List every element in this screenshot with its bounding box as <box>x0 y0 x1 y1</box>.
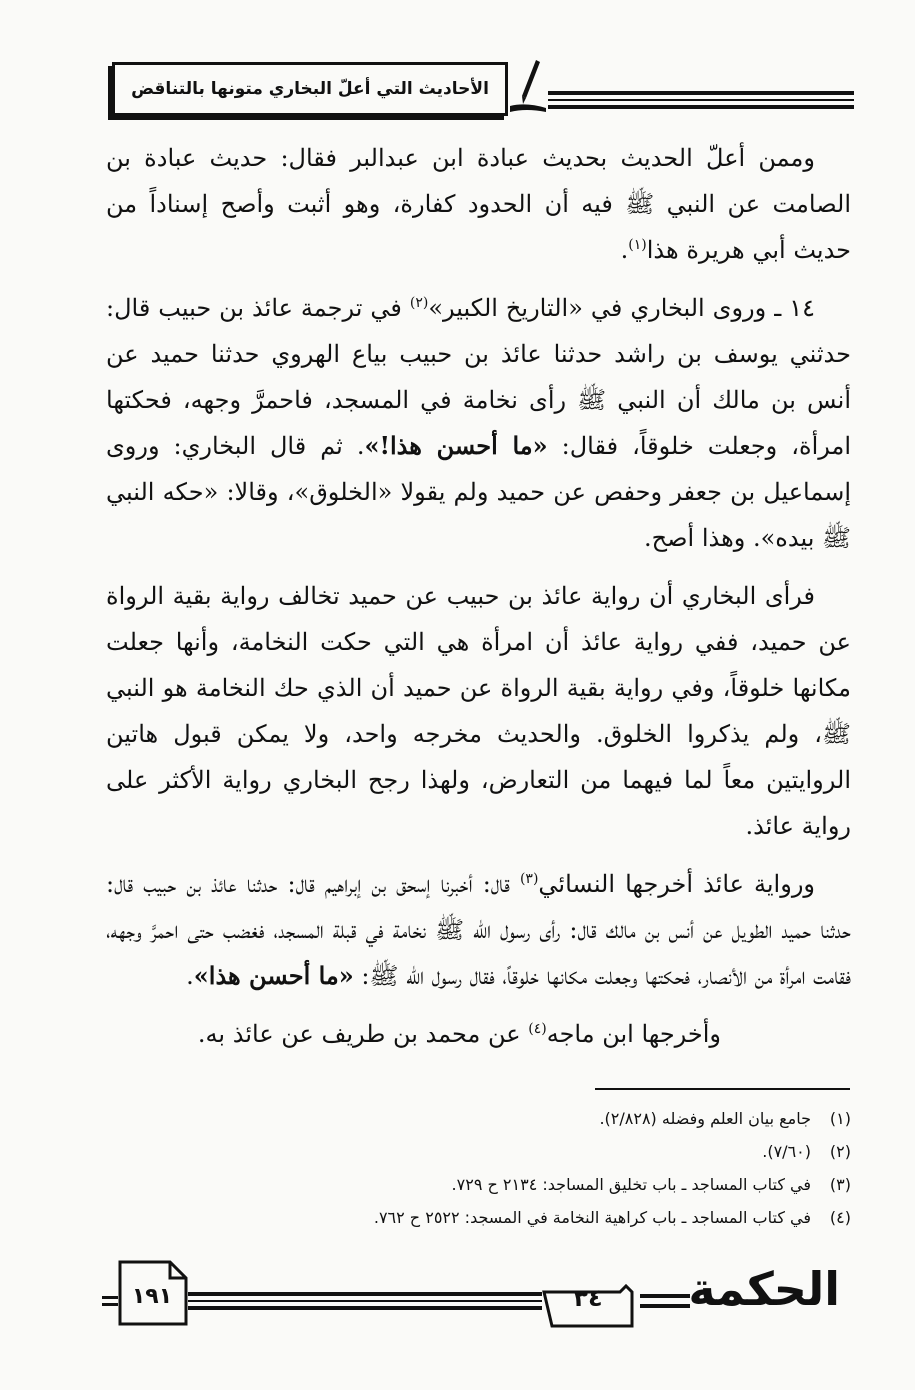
paragraph <box>106 1011 851 1057</box>
footnote-number: (٢) <box>829 1142 851 1161</box>
footnote-text: (٧/٦٠). <box>762 1142 811 1161</box>
paragraph-text: عن محمد بن طريف عن عائذ به. <box>197 1020 529 1048</box>
quote-bold: «ما أحسن هذا!» <box>364 431 548 460</box>
paragraph-text: ورواية عائذ أخرجها النسائي <box>538 870 815 898</box>
footnotes <box>91 1102 851 1234</box>
page-number: ١٩١ <box>131 1284 173 1309</box>
magazine-logo: الحكمة <box>688 1262 840 1316</box>
paragraph <box>106 573 851 849</box>
footnote-ref[interactable]: (٢) <box>409 295 429 311</box>
header-rule <box>548 99 854 101</box>
footnote-ref[interactable]: (١) <box>628 237 647 253</box>
footnote <box>91 1102 851 1135</box>
paragraph-text: وأخرجها ابن ماجه <box>546 1020 721 1048</box>
paragraph-text: في ترجمة عائذ بن حبيب قال: حدثني يوسف بن راشد حدثنا عائذ بن حبيب بياع الهروي حدثنا حميد عن أنس بن مالك أن النبي ﷺ رأى نخامة في المسجد، فاحمرَّ وجهه، فحكتها امرأة، وجعلت خلوقاً، فقال: <box>106 294 851 460</box>
footnote-number: (١) <box>829 1109 851 1128</box>
header-rule <box>548 91 854 95</box>
footnote-ref[interactable]: (٣) <box>519 871 539 887</box>
footnote-separator <box>595 1088 850 1090</box>
paragraph <box>106 861 851 999</box>
footnote-number: (٣) <box>829 1175 851 1194</box>
paragraph-text: ١٤ ـ وروى البخاري في «التاريخ الكبير» <box>428 294 815 322</box>
paragraph <box>106 135 851 273</box>
footer-rule <box>188 1306 542 1310</box>
issue-number: ٣٤ <box>573 1284 603 1312</box>
header-rule <box>548 105 854 109</box>
main-text <box>106 135 851 1069</box>
paragraph-text: وممن أعلّ الحديث بحديث عبادة ابن عبدالبر فقال: حديث عبادة بن الصامت عن النبي ﷺ فيه أن الحدود كفارة، وهو أثبت وأصح إسناداً من حديث أبي هريرة هذا <box>106 144 851 264</box>
footnote-ref[interactable]: (٤) <box>528 1021 547 1037</box>
footer-rule <box>102 1296 118 1299</box>
footnote <box>91 1135 851 1168</box>
footnote-text: جامع بيان العلم وفضله (٢/٨٢٨). <box>599 1109 811 1128</box>
paragraph-text: . <box>620 236 629 264</box>
footnote <box>91 1168 851 1201</box>
footnote-text: في كتاب المساجد ـ باب كراهية النخامة في المسجد: ٢٥٢٢ ح ٧٦٢. <box>373 1208 811 1227</box>
running-header <box>112 62 508 116</box>
paragraph-text: قال: أخبرنا إسحق بن إبراهيم قال: حدثنا عائذ بن حبيب قال: حدثنا حميد الطويل عن أنس بن مالك قال: رأى رسول الله ﷺ نخامة في قبلة المسجد، فغضب حتى احمرَّ وجهه، فقامت امرأة من الأنصار، فحكتها وجعلت مكانها خلوقاً، فقال رسول الله ﷺ: <box>106 870 851 990</box>
footnote-text: في كتاب المساجد ـ باب تخليق المساجد: ٢١٣٤ ح ٧٢٩. <box>451 1175 811 1194</box>
footer-rule <box>188 1300 542 1302</box>
footer-rule <box>640 1304 690 1308</box>
paragraph-text: فرأى البخاري أن رواية عائذ بن حبيب عن حميد تخالف رواية بقية الرواة عن حميد، ففي رواية عائذ أن امرأة هي التي حكت النخامة، وأنها جعلت مكانها خلوقاً، وفي رواية بقية الرواة عن حميد أن الذي حك النخامة هو النبي ﷺ، ولم يذكروا الخلوق. والحديث مخرجه واحد، ولا يمكن قبول هاتين الروايتين معاً لما فيهما من التعارض، ولهذا رجح البخاري رواية الأكثر على رواية عائذ. <box>106 582 851 840</box>
quill-pen-icon <box>506 58 550 114</box>
paragraph <box>106 285 851 561</box>
footer-rule <box>640 1294 690 1298</box>
paragraph-text: . <box>186 962 194 990</box>
header-title: الأحاديث التي أعلّ البخاري متونها بالتناقض <box>131 79 489 99</box>
footnote-number: (٤) <box>829 1208 851 1227</box>
footer-rule <box>188 1292 542 1296</box>
quote-bold: «ما أحسن هذا» <box>193 961 354 990</box>
footnote <box>91 1201 851 1234</box>
footer-rule <box>102 1303 118 1306</box>
paragraph-text: . ثم قال البخاري: وروى إسماعيل بن جعفر وحفص عن حميد ولم يقولا «الخلوق»، وقالا: «حكه النبي ﷺ بيده». وهذا أصح. <box>106 432 851 552</box>
